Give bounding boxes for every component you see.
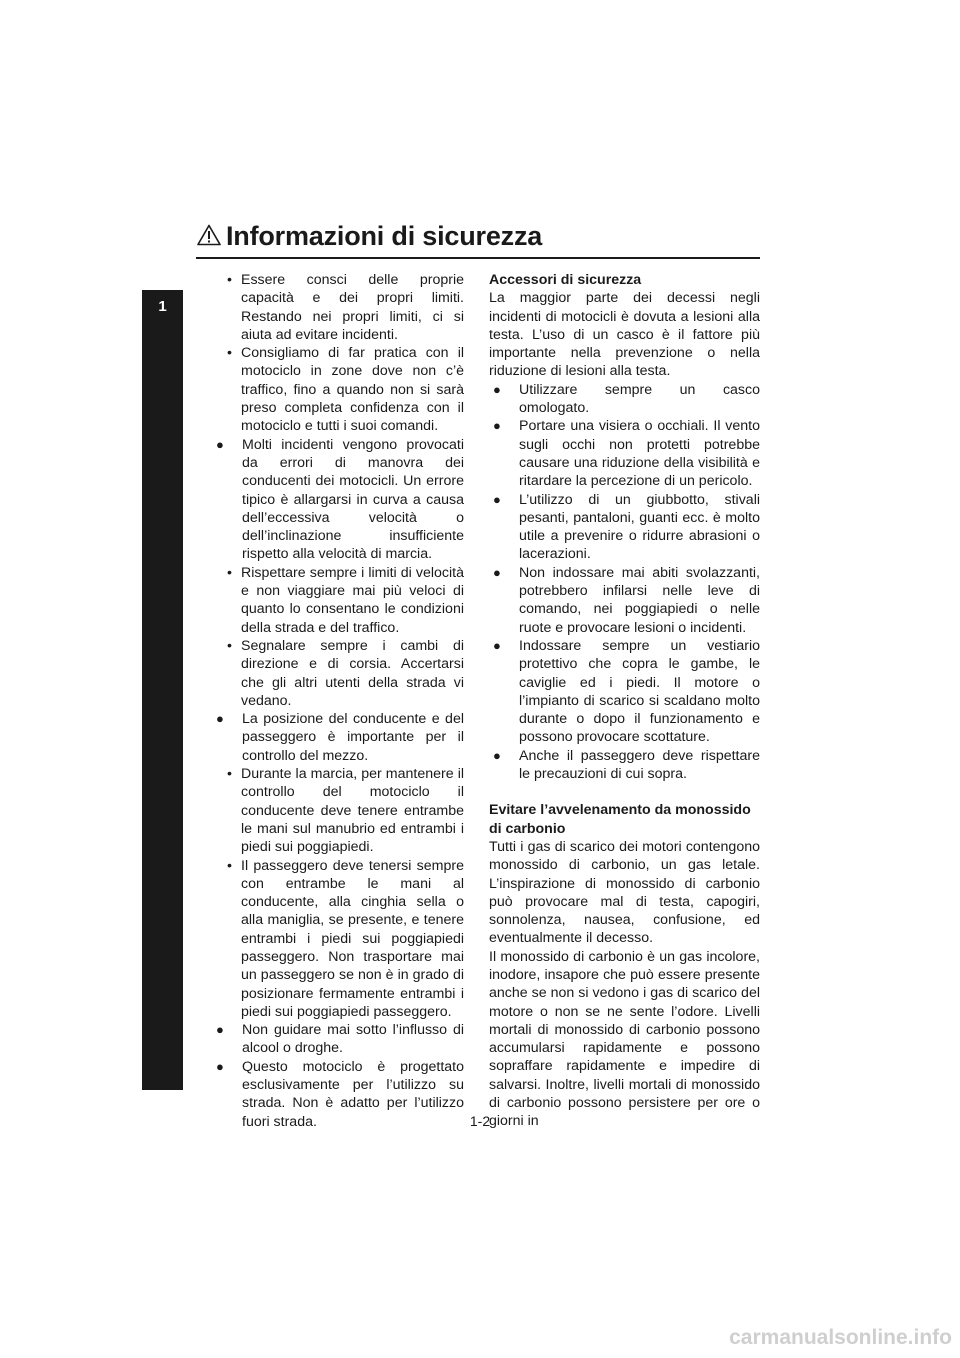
sub-bullet-dot-icon: • bbox=[227, 272, 232, 288]
bullet-text: Portare una visiera o occhiali. Il vento sugli occhi non protetti potrebbe causare una riduzione della visibilità e ritardare la percezione di un pericolo. bbox=[519, 418, 760, 490]
sub-bullet-item bbox=[214, 857, 464, 1022]
bullet-text: Il passeggero deve tenersi sempre con entrambe le mani al conducente, alla cinghia sella o alla maniglia, se presente, e tenere entrambi i piedi sui poggiapiedi passeggero. Non trasportare mai un passeggero se non è in grado di posizionare fermamente entrambi i piedi sui poggiapiedi passeggero. bbox=[241, 857, 464, 1020]
bullet-text: Questo motociclo è progettato esclusivamente per l’utilizzo su strada. Non è adatto per l’utilizzo fuori strada. bbox=[242, 1058, 464, 1130]
bullet-item bbox=[489, 417, 760, 490]
bullet-text: Non guidare mai sotto l’influsso di alcool o droghe. bbox=[242, 1022, 464, 1057]
bullet-dot-icon: ● bbox=[216, 436, 224, 452]
bullet-text: Anche il passeggero deve rispettare le precauzioni di cui sopra. bbox=[519, 747, 760, 783]
paragraph: Tutti i gas di scarico dei motori contengono monossido di carbonio, un gas letale. L’inspirazione di monossido di carbonio può provocare mal di testa, capogiri, sonnolenza, nausea, confusione, ed eventualmente il decesso. bbox=[489, 838, 760, 947]
bullet-text: Essere consci delle proprie capacità e dei propri limiti. Restando nei propri limiti, ci si aiuta ad evitare incidenti. bbox=[241, 272, 464, 343]
bullet-item bbox=[212, 1021, 464, 1058]
bullet-item bbox=[489, 381, 760, 418]
bullet-item bbox=[489, 637, 760, 747]
left-column bbox=[212, 271, 464, 1131]
bullet-dot-icon: ● bbox=[216, 711, 224, 727]
bullet-dot-icon: ● bbox=[493, 564, 501, 580]
warning-triangle-icon bbox=[197, 224, 221, 246]
sub-bullet-dot-icon: • bbox=[227, 766, 232, 783]
page-title: Informazioni di sicurezza bbox=[226, 221, 543, 251]
bullet-text: L’utilizzo di un giubbotto, stivali pesanti, pantaloni, guanti ecc. è molto utile a prevenire o ridurre abrasioni o lacerazioni. bbox=[519, 491, 760, 563]
sub-bullet-item bbox=[214, 564, 464, 637]
section-title: Evitare l’avvelenamento da monossido di carbonio bbox=[489, 802, 751, 837]
bullet-dot-icon: ● bbox=[216, 1022, 224, 1038]
sub-bullet-dot-icon: • bbox=[227, 857, 232, 874]
bullet-dot-icon: ● bbox=[493, 491, 501, 507]
watermark: carmanualsonline.info bbox=[729, 1326, 952, 1349]
bullet-item bbox=[489, 491, 760, 564]
spacer bbox=[489, 783, 760, 801]
bullet-text: Indossare sempre un vestiario protettivo che copra le gambe, le caviglie ed i piedi. Il motore o l’impianto di scarico si scaldano molto durante o dopo il funzionamento e possono provocare scottature. bbox=[519, 637, 760, 746]
paragraph: La maggior parte dei decessi negli incidenti di motocicli è dovuta a lesioni alla testa. L’uso di un casco è il fattore più importante nella prevenzione o nella riduzione di lesioni alla testa. bbox=[489, 290, 760, 380]
bullet-text: Durante la marcia, per mantenere il controllo del motociclo il conducente deve tenere entrambe le mani sul manubrio ed entrambi i piedi sui poggiapiedi. bbox=[241, 766, 464, 856]
paragraph: Il monossido di carbonio è un gas incolore, inodore, insapore che può essere presente anche se non si vedono i gas di scarico del motore o non se ne sente l’odore. Livelli mortali di monossido di carbonio possono accumularsi rapidamente e possono sopraffare rapidamente e impedire di salvarsi. Inoltre, livelli mortali di monossido di carbonio possono persistere per ore o giorni in bbox=[489, 948, 760, 1130]
sub-bullet-dot-icon: • bbox=[227, 564, 232, 581]
right-column bbox=[489, 271, 760, 1131]
bullet-item bbox=[489, 747, 760, 784]
sub-bullet-item bbox=[214, 765, 464, 856]
bullet-dot-icon: ● bbox=[493, 637, 501, 653]
bullet-dot-icon: ● bbox=[493, 418, 501, 434]
bullet-dot-icon: ● bbox=[493, 747, 501, 763]
bullet-dot-icon: ● bbox=[493, 381, 501, 397]
bullet-text: Utilizzare sempre un casco omologato. bbox=[519, 381, 760, 417]
bullet-item bbox=[489, 564, 760, 637]
bullet-item bbox=[212, 436, 464, 564]
bullet-text: Rispettare sempre i limiti di velocità e non viaggiare mai più veloci di quanto lo consentano le condizioni della strada e del traffico. bbox=[241, 564, 464, 636]
chapter-number: 1 bbox=[158, 298, 167, 315]
bullet-dot-icon: ● bbox=[216, 1058, 224, 1074]
sub-bullet-dot-icon: • bbox=[227, 637, 232, 654]
bullet-text: Non indossare mai abiti svolazzanti, potrebbero infilarsi nelle leve di comando, nei poggiapiedi o nelle ruote e provocare lesioni o incidenti. bbox=[519, 564, 760, 636]
bullet-text: Segnalare sempre i cambi di direzione e di corsia. Accertarsi che gli altri utenti della strada vi vedano. bbox=[241, 637, 464, 709]
bullet-text: La posizione del conducente e del passeggero è importante per il controllo del mezzo. bbox=[242, 711, 464, 764]
section-title: Accessori di sicurezza bbox=[489, 272, 642, 288]
chapter-tab bbox=[142, 290, 183, 1090]
sub-bullet-dot-icon: • bbox=[227, 345, 232, 362]
sub-bullet-item bbox=[214, 271, 464, 344]
bullet-text: Molti incidenti vengono provocati da errori di manovra dei conducenti dei motocicli. Un errore tipico è allargarsi in curva a causa dell’eccessiva velocità o dell’inclinazione insufficiente rispetto alla velocità di marcia. bbox=[242, 436, 464, 563]
bullet-text: Consigliamo di far pratica con il motociclo in zone dove non c’è traffico, fino a quando non si sarà preso completa confidenza con il motociclo e tutti i suoi comandi. bbox=[241, 345, 464, 435]
page-number: 1-2 bbox=[469, 1113, 491, 1129]
sub-bullet-item bbox=[214, 344, 464, 435]
page-header bbox=[196, 221, 760, 259]
sub-bullet-item bbox=[214, 637, 464, 710]
bullet-item bbox=[212, 710, 464, 765]
